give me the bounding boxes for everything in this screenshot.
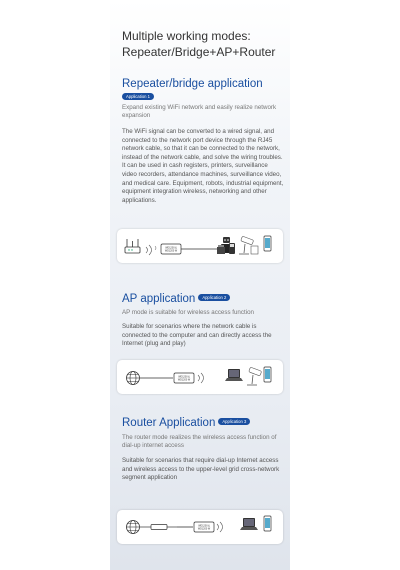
dvr-icon bbox=[251, 246, 258, 254]
application-badge-3: Application 3 bbox=[218, 418, 250, 425]
section-lead-router: The router mode realizes the wireless access function of dial-up internet access bbox=[122, 434, 277, 450]
section-lead-repeater: Expand existing WiFi network and easily realize network expansion bbox=[122, 104, 277, 120]
section-title-router: Router Application Application 3 bbox=[122, 417, 250, 429]
wifi-signal-icon bbox=[217, 522, 223, 532]
pos-terminal-icon bbox=[229, 243, 235, 254]
wd1200-device bbox=[194, 522, 214, 532]
globe-icon bbox=[127, 372, 140, 385]
application-badge-1: Application 1 bbox=[122, 93, 154, 100]
globe-icon bbox=[127, 521, 140, 534]
section-body-repeater: The WiFi signal can be converted to a wired signal, and connected to the network port device through the RJ45 network cable, so that it can be connected to the network, instead of the network cable, and solve the wiring troubles. It can be used in cash registers, printers, surveillance video recorders, attendance machines, surveillance video, and medical care. Equipment, robots, industrial equipment, equipment integration wireless, networking and other applications. bbox=[122, 128, 284, 204]
device-label-line1: WD1200 & bbox=[165, 246, 177, 250]
device-label-line1: WD1200 & bbox=[198, 524, 210, 528]
product-info-panel bbox=[110, 0, 290, 570]
section-body-router: Suitable for scenarios that require dial-up Internet access and wireless access to the upper-level grid cross-network segment application bbox=[122, 457, 280, 482]
router-diagram bbox=[117, 510, 283, 544]
surveillance-camera-icon bbox=[247, 367, 262, 385]
wd1200-device bbox=[161, 244, 181, 254]
wifi-signal-icon bbox=[146, 245, 152, 255]
section-title-ap: AP application Application 2 bbox=[122, 293, 230, 305]
device-label-line2: WD1200 W bbox=[197, 527, 211, 531]
phone-icon bbox=[264, 236, 271, 251]
wifi-signal-icon bbox=[198, 373, 204, 383]
laptop-icon bbox=[225, 369, 243, 381]
phone-icon bbox=[264, 367, 271, 382]
repeater-diagram bbox=[117, 229, 283, 263]
section-lead-ap: AP mode is suitable for wireless access function bbox=[122, 309, 254, 316]
phone-icon bbox=[264, 516, 271, 531]
device-label-line2: WD1200 W bbox=[177, 378, 191, 382]
section-title-repeater: Repeater/bridge application bbox=[122, 78, 263, 90]
application-badge-2: Application 2 bbox=[198, 294, 230, 301]
ap-diagram bbox=[117, 360, 283, 394]
page-title: Multiple working modes: Repeater/Bridge+AP+Router bbox=[122, 29, 276, 59]
router-icon bbox=[125, 239, 140, 253]
device-label-line1: WD1200 & bbox=[178, 375, 190, 379]
modem-icon bbox=[151, 525, 167, 530]
device-label-line2: WD1200 W bbox=[164, 249, 178, 253]
laptop-icon bbox=[240, 518, 258, 530]
wd1200-device bbox=[174, 373, 194, 383]
printer-icon bbox=[217, 245, 225, 254]
section-body-ap: Suitable for scenarios where the network cable is connected to the computer and can directly access the Internet (plug and play) bbox=[122, 323, 272, 348]
